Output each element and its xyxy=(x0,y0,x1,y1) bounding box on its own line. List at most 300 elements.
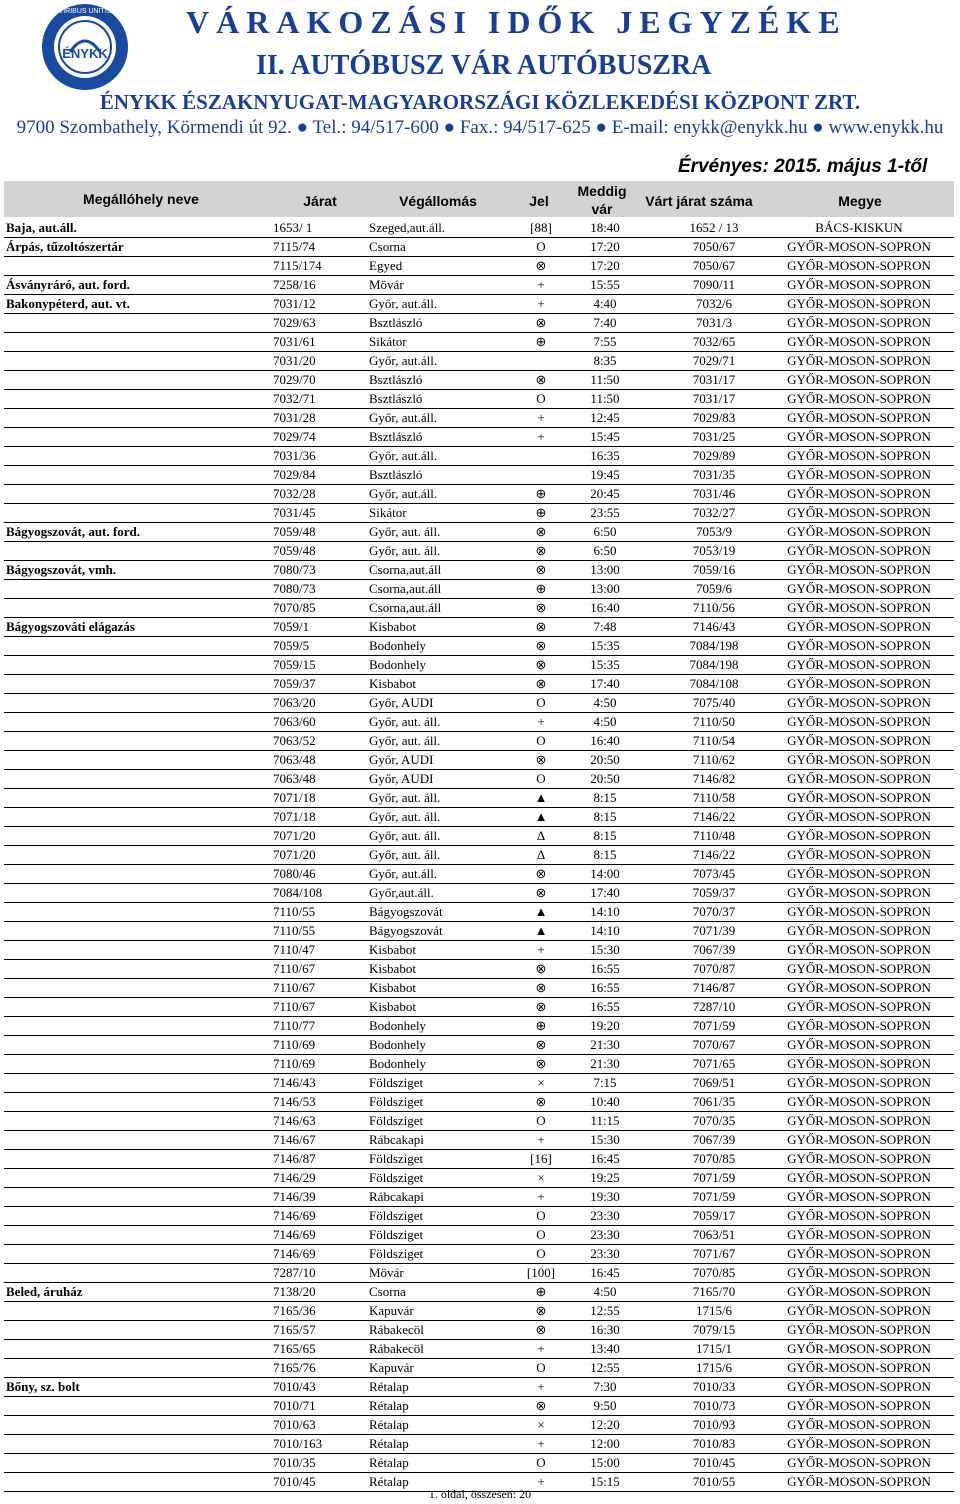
route-number: 7146/69 xyxy=(273,1227,316,1242)
document-title: VÁRAKOZÁSI IDŐK JEGYZÉKE xyxy=(186,4,847,40)
awaited-route: 7010/73 xyxy=(692,1398,736,1413)
route-number: 7071/20 xyxy=(273,828,316,843)
wait-time: 20:45 xyxy=(590,486,620,501)
county: GYŐR-MOSON-SOPRON xyxy=(787,1170,931,1185)
awaited-route: 7071/59 xyxy=(692,1170,736,1185)
wait-time: 21:30 xyxy=(590,1056,620,1071)
table-row: Bágyogszováti elágazás 7059/1 Kisbabot ⊗ 7:48 7146/43 GYŐR-MOSON-SOPRON xyxy=(4,618,954,637)
destination: Győr, aut. áll. xyxy=(369,524,441,539)
route-number: 7165/57 xyxy=(273,1322,316,1337)
awaited-route: 7070/85 xyxy=(692,1151,736,1166)
table-row: 7110/69 Bodonhely ⊗ 21:30 7071/65 GYŐR-MOSON-SOPRON xyxy=(4,1055,954,1074)
destination: Rétalap xyxy=(369,1455,409,1470)
wait-time: 23:30 xyxy=(590,1208,620,1223)
destination: Földsziget xyxy=(369,1170,424,1185)
county: GYŐR-MOSON-SOPRON xyxy=(787,1360,931,1375)
table-row: 7063/60 Győr, aut. áll. + 4:50 7110/50 GYŐR-MOSON-SOPRON xyxy=(4,713,954,732)
route-number: 7010/71 xyxy=(273,1398,316,1413)
table-row: 7110/67 Kisbabot ⊗ 16:55 7146/87 GYŐR-MOSON-SOPRON xyxy=(4,979,954,998)
awaited-route: 7110/54 xyxy=(692,733,736,748)
county: GYŐR-MOSON-SOPRON xyxy=(787,1284,931,1299)
table-row: Árpás, tűzoltószertár 7115/74 Csorna O 17:20 7050/67 GYŐR-MOSON-SOPRON xyxy=(4,238,954,257)
route-number: 7063/20 xyxy=(273,695,316,710)
county: GYŐR-MOSON-SOPRON xyxy=(787,1094,931,1109)
table-row: 7146/29 Földsziget × 19:25 7071/59 GYŐR-MOSON-SOPRON xyxy=(4,1169,954,1188)
awaited-route: 7029/83 xyxy=(692,410,736,425)
table-row: 7146/53 Földsziget ⊗ 10:40 7061/35 GYŐR-MOSON-SOPRON xyxy=(4,1093,954,1112)
table-row: 7071/20 Győr, aut. áll. Δ 8:15 7146/22 GYŐR-MOSON-SOPRON xyxy=(4,846,954,865)
destination: Győr, AUDI xyxy=(369,752,434,767)
table-row: 7080/46 Győr, aut.áll. ⊗ 14:00 7073/45 GYŐR-MOSON-SOPRON xyxy=(4,865,954,884)
destination: Földsziget xyxy=(369,1151,424,1166)
route-number: 7070/85 xyxy=(273,600,316,615)
awaited-route: 7070/85 xyxy=(692,1265,736,1280)
table-row: 7165/36 Kapuvár ⊗ 12:55 1715/6 GYŐR-MOSON-SOPRON xyxy=(4,1302,954,1321)
awaited-route: 7165/70 xyxy=(692,1284,736,1299)
county: GYŐR-MOSON-SOPRON xyxy=(787,353,931,368)
destination: Kisbabot xyxy=(369,942,416,957)
county: GYŐR-MOSON-SOPRON xyxy=(787,847,931,862)
destination: Rábakecöl xyxy=(369,1341,424,1356)
col-jarat-header: Járat xyxy=(303,193,337,209)
destination: Bsztlászló xyxy=(369,315,423,330)
col-vart-header: Várt járat száma xyxy=(645,193,753,209)
awaited-route: 7069/51 xyxy=(692,1075,736,1090)
awaited-route: 7071/39 xyxy=(692,923,736,938)
destination: Győr, aut.áll. xyxy=(369,866,438,881)
wait-time: 8:15 xyxy=(593,809,617,824)
route-number: 7110/67 xyxy=(273,980,316,995)
awaited-route: 7031/17 xyxy=(692,372,736,387)
awaited-route: 7010/45 xyxy=(692,1455,736,1470)
wait-time: 18:40 xyxy=(590,220,620,235)
col-dest-header: Végállomás xyxy=(399,193,477,209)
table-row: 7010/71 Rétalap ⊗ 9:50 7010/73 GYŐR-MOSON-SOPRON xyxy=(4,1397,954,1416)
wait-time: 8:15 xyxy=(593,790,617,805)
wait-time: 16:55 xyxy=(590,961,620,976)
wait-time: 20:50 xyxy=(590,752,620,767)
destination: Győr, aut. áll. xyxy=(369,809,441,824)
route-number: 7031/28 xyxy=(273,410,316,425)
destination: Csorna xyxy=(369,239,406,254)
route-number: 7029/84 xyxy=(273,467,316,482)
awaited-route: 1715/6 xyxy=(695,1360,733,1375)
destination: Bodonhely xyxy=(369,1037,427,1052)
stop-name: Baja, aut.áll. xyxy=(6,220,77,235)
destination: Győr, aut. áll. xyxy=(369,847,441,862)
table-row: 7029/74 Bsztlászló + 15:45 7031/25 GYŐR-MOSON-SOPRON xyxy=(4,428,954,447)
awaited-route: 7146/82 xyxy=(692,771,736,786)
destination: Rétalap xyxy=(369,1474,409,1489)
wait-time: 16:40 xyxy=(590,600,620,615)
awaited-route: 7063/51 xyxy=(692,1227,736,1242)
county: GYŐR-MOSON-SOPRON xyxy=(787,676,931,691)
awaited-route: 7075/40 xyxy=(692,695,736,710)
awaited-route: 7061/35 xyxy=(692,1094,736,1109)
destination: Sikátor xyxy=(369,505,407,520)
route-number: 7146/67 xyxy=(273,1132,316,1147)
destination: Kisbabot xyxy=(369,619,416,634)
destination: Rábcakapi xyxy=(369,1189,424,1204)
table-row: 7146/69 Földsziget O 23:30 7059/17 GYŐR-MOSON-SOPRON xyxy=(4,1207,954,1226)
destination: Kisbabot xyxy=(369,676,416,691)
wait-time: 8:15 xyxy=(593,828,617,843)
wait-time: 17:40 xyxy=(590,885,620,900)
awaited-route: 1652 / 13 xyxy=(689,220,739,235)
destination: Bodonhely xyxy=(369,1018,427,1033)
awaited-route: 7110/48 xyxy=(692,828,736,843)
awaited-route: 7079/15 xyxy=(692,1322,736,1337)
wait-time: 16:55 xyxy=(590,980,620,995)
route-number: 7059/5 xyxy=(273,638,310,653)
table-row: 7029/70 Bsztlászló ⊗ 11:50 7031/17 GYŐR-MOSON-SOPRON xyxy=(4,371,954,390)
table-row: Beled, áruház 7138/20 Csorna ⊕ 4:50 7165/70 GYŐR-MOSON-SOPRON xyxy=(4,1283,954,1302)
wait-time: 14:00 xyxy=(590,866,620,881)
county: GYŐR-MOSON-SOPRON xyxy=(787,1132,931,1147)
table-row: 7063/52 Győr, aut. áll. O 16:40 7110/54 GYŐR-MOSON-SOPRON xyxy=(4,732,954,751)
route-number: 7146/53 xyxy=(273,1094,316,1109)
destination: Földsziget xyxy=(369,1246,424,1261)
table-row: 7031/28 Győr, aut.áll. + 12:45 7029/83 GYŐR-MOSON-SOPRON xyxy=(4,409,954,428)
table-row: 7146/63 Földsziget O 11:15 7070/35 GYŐR-MOSON-SOPRON xyxy=(4,1112,954,1131)
destination: Rábakecöl xyxy=(369,1322,424,1337)
awaited-route: 7073/45 xyxy=(692,866,736,881)
awaited-route: 7010/93 xyxy=(692,1417,736,1432)
route-number: 7031/61 xyxy=(273,334,316,349)
awaited-route: 7084/108 xyxy=(689,676,739,691)
table-row: 7146/39 Rábcakapi + 19:30 7071/59 GYŐR-MOSON-SOPRON xyxy=(4,1188,954,1207)
wait-time: 10:40 xyxy=(590,1094,620,1109)
county: GYŐR-MOSON-SOPRON xyxy=(787,1151,931,1166)
route-number: 7059/15 xyxy=(273,657,316,672)
destination: Egyed xyxy=(369,258,403,273)
table-row: 7110/67 Kisbabot ⊗ 16:55 7070/87 GYŐR-MOSON-SOPRON xyxy=(4,960,954,979)
county: GYŐR-MOSON-SOPRON xyxy=(787,1075,931,1090)
destination: Győr, aut. áll. xyxy=(369,714,441,729)
route-number: 7029/63 xyxy=(273,315,316,330)
stop-name: Ásványráró, aut. ford. xyxy=(6,277,130,292)
wait-time: 4:50 xyxy=(593,1284,617,1299)
awaited-route: 7146/87 xyxy=(692,980,736,995)
validity-date: Érvényes: 2015. május 1-től xyxy=(678,156,928,177)
awaited-route: 7067/39 xyxy=(692,1132,736,1147)
col-megye-header: Megye xyxy=(838,193,882,209)
county: GYŐR-MOSON-SOPRON xyxy=(787,1265,931,1280)
stop-name: Bágyogszováti elágazás xyxy=(6,619,135,634)
logo-text: ÉNYKK xyxy=(62,46,108,61)
wait-time: 19:20 xyxy=(590,1018,620,1033)
route-number: 7032/28 xyxy=(273,486,316,501)
table-row xyxy=(4,466,954,485)
county: GYŐR-MOSON-SOPRON xyxy=(787,1379,931,1394)
county: GYŐR-MOSON-SOPRON xyxy=(787,562,931,577)
wait-time: 15:35 xyxy=(590,657,620,672)
destination: Földsziget xyxy=(369,1094,424,1109)
table-row: 7059/37 Kisbabot ⊗ 17:40 7084/108 GYŐR-MOSON-SOPRON xyxy=(4,675,954,694)
route-number: 7071/18 xyxy=(273,790,316,805)
route-number: 7059/37 xyxy=(273,676,316,691)
awaited-route: 7146/22 xyxy=(692,847,736,862)
awaited-route: 7029/71 xyxy=(692,353,736,368)
route-number: 7059/1 xyxy=(273,619,310,634)
destination: Bsztlászló xyxy=(369,467,423,482)
table-row: 7010/163 Rétalap + 12:00 7010/83 GYŐR-MOSON-SOPRON xyxy=(4,1435,954,1454)
wait-time: 14:10 xyxy=(590,923,620,938)
county: GYŐR-MOSON-SOPRON xyxy=(787,1208,931,1223)
wait-time: 11:15 xyxy=(590,1113,620,1128)
destination: Földsziget xyxy=(369,1075,424,1090)
wait-time: 16:40 xyxy=(590,733,620,748)
destination: Bágyogszovát xyxy=(369,904,443,919)
table-row: 7029/63 Bsztlászló ⊗ 7:40 7031/3 GYŐR-MOSON-SOPRON xyxy=(4,314,954,333)
county: GYŐR-MOSON-SOPRON xyxy=(787,505,931,520)
awaited-route: 7070/87 xyxy=(692,961,736,976)
wait-time: 9:50 xyxy=(593,1398,617,1413)
county: GYŐR-MOSON-SOPRON xyxy=(787,752,931,767)
county: GYŐR-MOSON-SOPRON xyxy=(787,1474,931,1489)
county: GYŐR-MOSON-SOPRON xyxy=(787,904,931,919)
awaited-route: 7032/65 xyxy=(692,334,736,349)
route-number: 7031/12 xyxy=(273,296,316,311)
table-row: 7287/10 Mövár [100] 16:45 7070/85 GYŐR-MOSON-SOPRON xyxy=(4,1264,954,1283)
county: GYŐR-MOSON-SOPRON xyxy=(787,828,931,843)
route-number: 7071/18 xyxy=(273,809,316,824)
wait-time: 15:30 xyxy=(590,1132,620,1147)
county: GYŐR-MOSON-SOPRON xyxy=(787,999,931,1014)
table-row: 7010/35 Rétalap O 15:00 7010/45 GYŐR-MOSON-SOPRON xyxy=(4,1454,954,1473)
table-row: 7084/108 Győr,aut.áll. ⊗ 17:40 7059/37 GYŐR-MOSON-SOPRON xyxy=(4,884,954,903)
county: GYŐR-MOSON-SOPRON xyxy=(787,410,931,425)
awaited-route: 7059/16 xyxy=(692,562,736,577)
wait-time: 6:50 xyxy=(593,524,617,539)
wait-time: 23:55 xyxy=(590,505,620,520)
destination: Győr, aut.áll. xyxy=(369,296,438,311)
table-row xyxy=(4,352,954,371)
awaited-route: 7031/46 xyxy=(692,486,736,501)
wait-time: 15:45 xyxy=(590,429,620,444)
destination: Kisbabot xyxy=(369,999,416,1014)
awaited-route: 7059/6 xyxy=(695,581,733,596)
route-number: 7010/45 xyxy=(273,1474,316,1489)
wait-time: 7:48 xyxy=(593,619,617,634)
table-header xyxy=(4,181,954,217)
route-number: 7165/76 xyxy=(273,1360,316,1375)
wait-time: 8:35 xyxy=(593,353,617,368)
destination: Kisbabot xyxy=(369,980,416,995)
awaited-route: 7010/55 xyxy=(692,1474,736,1489)
county: GYŐR-MOSON-SOPRON xyxy=(787,980,931,995)
awaited-route: 7110/58 xyxy=(692,790,736,805)
route-number: 7031/36 xyxy=(273,448,316,463)
destination: Bágyogszovát xyxy=(369,923,443,938)
table-row: Baja, aut.áll. 1653/ 1 Szeged,aut.áll. [88] 18:40 1652 / 13 BÁCS-KISKUN xyxy=(4,219,954,238)
wait-time: 4:50 xyxy=(593,695,617,710)
table-row: 7110/55 Bágyogszovát ▲ 14:10 7071/39 GYŐR-MOSON-SOPRON xyxy=(4,922,954,941)
awaited-route: 7032/6 xyxy=(695,296,733,311)
destination: Győr, aut. áll. xyxy=(369,790,441,805)
destination: Győr, aut. áll. xyxy=(369,733,441,748)
wait-time: 15:00 xyxy=(590,1455,620,1470)
table-row: 7010/63 Rétalap × 12:20 7010/93 GYŐR-MOSON-SOPRON xyxy=(4,1416,954,1435)
route-number: 7031/20 xyxy=(273,353,316,368)
wait-time: 16:55 xyxy=(590,999,620,1014)
route-number: 7110/77 xyxy=(273,1018,316,1033)
awaited-route: 1715/1 xyxy=(695,1341,733,1356)
document-subtitle: II. AUTÓBUSZ VÁR AUTÓBUSZRA xyxy=(256,50,712,81)
table-row: 7031/61 Sikátor ⊕ 7:55 7032/65 GYŐR-MOSON-SOPRON xyxy=(4,333,954,352)
col-meddig-header: Meddig xyxy=(577,183,627,199)
route-number: 7115/74 xyxy=(273,239,316,254)
destination: Bodonhely xyxy=(369,657,427,672)
wait-time: 15:55 xyxy=(590,277,620,292)
county: GYŐR-MOSON-SOPRON xyxy=(787,239,931,254)
route-number: 7146/43 xyxy=(273,1075,316,1090)
wait-time: 17:40 xyxy=(590,676,620,691)
wait-time: 11:50 xyxy=(590,372,620,387)
destination: Csorna,aut.áll xyxy=(369,562,442,577)
awaited-route: 7031/35 xyxy=(692,467,736,482)
route-number: 7258/16 xyxy=(273,277,316,292)
destination: Földsziget xyxy=(369,1208,424,1223)
table-row: 7059/48 Győr, aut. áll. ⊗ 6:50 7053/19 GYŐR-MOSON-SOPRON xyxy=(4,542,954,561)
route-number: 7010/35 xyxy=(273,1455,316,1470)
county: GYŐR-MOSON-SOPRON xyxy=(787,315,931,330)
wait-time: 13:00 xyxy=(590,581,620,596)
awaited-route: 7059/17 xyxy=(692,1208,736,1223)
awaited-route: 7146/43 xyxy=(692,619,736,634)
route-number: 1653/ 1 xyxy=(273,220,313,235)
route-number: 7029/74 xyxy=(273,429,316,444)
route-number: 7138/20 xyxy=(273,1284,316,1299)
wait-time: 19:30 xyxy=(590,1189,620,1204)
county: GYŐR-MOSON-SOPRON xyxy=(787,258,931,273)
route-number: 7110/47 xyxy=(273,942,316,957)
table-row: 7063/20 Győr, AUDI O 4:50 7075/40 GYŐR-MOSON-SOPRON xyxy=(4,694,954,713)
destination: Földsziget xyxy=(369,1113,424,1128)
route-number: 7063/48 xyxy=(273,771,316,786)
table-row xyxy=(4,447,954,466)
destination: Győr,aut.áll. xyxy=(369,885,434,900)
table-row: 7031/45 Sikátor ⊕ 23:55 7032/27 GYŐR-MOSON-SOPRON xyxy=(4,504,954,523)
awaited-route: 1715/6 xyxy=(695,1303,733,1318)
stop-name: Bágyogszovát, vmh. xyxy=(6,562,117,577)
wait-time: 17:20 xyxy=(590,239,620,254)
table-row: Ásványráró, aut. ford. 7258/16 Mövár + 15:55 7090/11 GYŐR-MOSON-SOPRON xyxy=(4,276,954,295)
county: GYŐR-MOSON-SOPRON xyxy=(787,942,931,957)
awaited-route: 7053/9 xyxy=(695,524,733,539)
wait-time: 12:20 xyxy=(590,1417,620,1432)
wait-time: 12:00 xyxy=(590,1436,620,1451)
county: GYŐR-MOSON-SOPRON xyxy=(787,714,931,729)
col-sym-header: Jel xyxy=(529,193,549,209)
county: GYŐR-MOSON-SOPRON xyxy=(787,524,931,539)
route-number: 7146/29 xyxy=(273,1170,316,1185)
county: GYŐR-MOSON-SOPRON xyxy=(787,600,931,615)
destination: Rétalap xyxy=(369,1417,409,1432)
table-row: 7165/57 Rábakecöl ⊗ 16:30 7079/15 GYŐR-MOSON-SOPRON xyxy=(4,1321,954,1340)
table-row: 7165/76 Kapuvár O 12:55 1715/6 GYŐR-MOSON-SOPRON xyxy=(4,1359,954,1378)
county: GYŐR-MOSON-SOPRON xyxy=(787,296,931,311)
wait-time: 21:30 xyxy=(590,1037,620,1052)
wait-time: 12:55 xyxy=(590,1360,620,1375)
table-row: 7146/87 Földsziget [16] 16:45 7070/85 GYŐR-MOSON-SOPRON xyxy=(4,1150,954,1169)
table-row: 7146/43 Földsziget × 7:15 7069/51 GYŐR-MOSON-SOPRON xyxy=(4,1074,954,1093)
destination: Kapuvár xyxy=(369,1360,414,1375)
awaited-route: 7050/67 xyxy=(692,239,736,254)
route-number: 7146/63 xyxy=(273,1113,316,1128)
destination: Bsztlászló xyxy=(369,391,423,406)
wait-time: 11:50 xyxy=(590,391,620,406)
county: GYŐR-MOSON-SOPRON xyxy=(787,695,931,710)
wait-time: 12:45 xyxy=(590,410,620,425)
county: GYŐR-MOSON-SOPRON xyxy=(787,1398,931,1413)
awaited-route: 7053/19 xyxy=(692,543,736,558)
destination: Bsztlászló xyxy=(369,429,423,444)
destination: Győr, AUDI xyxy=(369,771,434,786)
destination: Csorna xyxy=(369,1284,406,1299)
awaited-route: 7067/39 xyxy=(692,942,736,957)
table-row: 7010/45 Rétalap + 15:15 7010/55 GYŐR-MOSON-SOPRON xyxy=(4,1473,954,1492)
wait-time: 8:15 xyxy=(593,847,617,862)
county: GYŐR-MOSON-SOPRON xyxy=(787,657,931,672)
destination: Sikátor xyxy=(369,334,407,349)
wait-time: 7:40 xyxy=(593,315,617,330)
wait-time: 16:45 xyxy=(590,1151,620,1166)
destination: Bodonhely xyxy=(369,1056,427,1071)
route-number: 7287/10 xyxy=(273,1265,316,1280)
wait-time: 7:30 xyxy=(593,1379,617,1394)
destination: Bsztlászló xyxy=(369,372,423,387)
route-number: 7110/55 xyxy=(273,923,316,938)
awaited-route: 7010/83 xyxy=(692,1436,736,1451)
route-number: 7165/36 xyxy=(273,1303,316,1318)
destination: Győr, aut.áll. xyxy=(369,410,438,425)
county: GYŐR-MOSON-SOPRON xyxy=(787,1113,931,1128)
county: GYŐR-MOSON-SOPRON xyxy=(787,809,931,824)
awaited-route: 7029/89 xyxy=(692,448,736,463)
table-row: 7070/85 Csorna,aut.áll ⊗ 16:40 7110/56 GYŐR-MOSON-SOPRON xyxy=(4,599,954,618)
awaited-route: 7146/22 xyxy=(692,809,736,824)
route-number: 7029/70 xyxy=(273,372,316,387)
table-row: 7146/69 Földsziget O 23:30 7063/51 GYŐR-MOSON-SOPRON xyxy=(4,1226,954,1245)
stop-name: Árpás, tűzoltószertár xyxy=(6,239,124,254)
stop-name: Beled, áruház xyxy=(6,1284,83,1299)
route-number: 7063/48 xyxy=(273,752,316,767)
route-number: 7031/45 xyxy=(273,505,316,520)
county: GYŐR-MOSON-SOPRON xyxy=(787,486,931,501)
awaited-route: 7010/33 xyxy=(692,1379,736,1394)
table-row: Bakonypéterd, aut. vt. 7031/12 Győr, aut.áll. + 4:40 7032/6 GYŐR-MOSON-SOPRON xyxy=(4,295,954,314)
awaited-route: 7059/37 xyxy=(692,885,736,900)
destination: Földsziget xyxy=(369,1227,424,1242)
destination: Rétalap xyxy=(369,1398,409,1413)
county: GYŐR-MOSON-SOPRON xyxy=(787,1322,931,1337)
awaited-route: 7032/27 xyxy=(692,505,736,520)
destination: Győr, AUDI xyxy=(369,695,434,710)
county: GYŐR-MOSON-SOPRON xyxy=(787,638,931,653)
wait-time: 16:45 xyxy=(590,1265,620,1280)
destination: Mövár xyxy=(369,277,404,292)
wait-time: 12:55 xyxy=(590,1303,620,1318)
route-number: 7010/63 xyxy=(273,1417,316,1432)
table-row: 7059/15 Bodonhely ⊗ 15:35 7084/198 GYŐR-MOSON-SOPRON xyxy=(4,656,954,675)
route-number: 7071/20 xyxy=(273,847,316,862)
awaited-route: 7031/25 xyxy=(692,429,736,444)
awaited-route: 7071/65 xyxy=(692,1056,736,1071)
route-number: 7110/69 xyxy=(273,1056,316,1071)
destination: Szeged,aut.áll. xyxy=(369,220,446,235)
table-row: 7071/18 Győr, aut. áll. ▲ 8:15 7110/58 GYŐR-MOSON-SOPRON xyxy=(4,789,954,808)
